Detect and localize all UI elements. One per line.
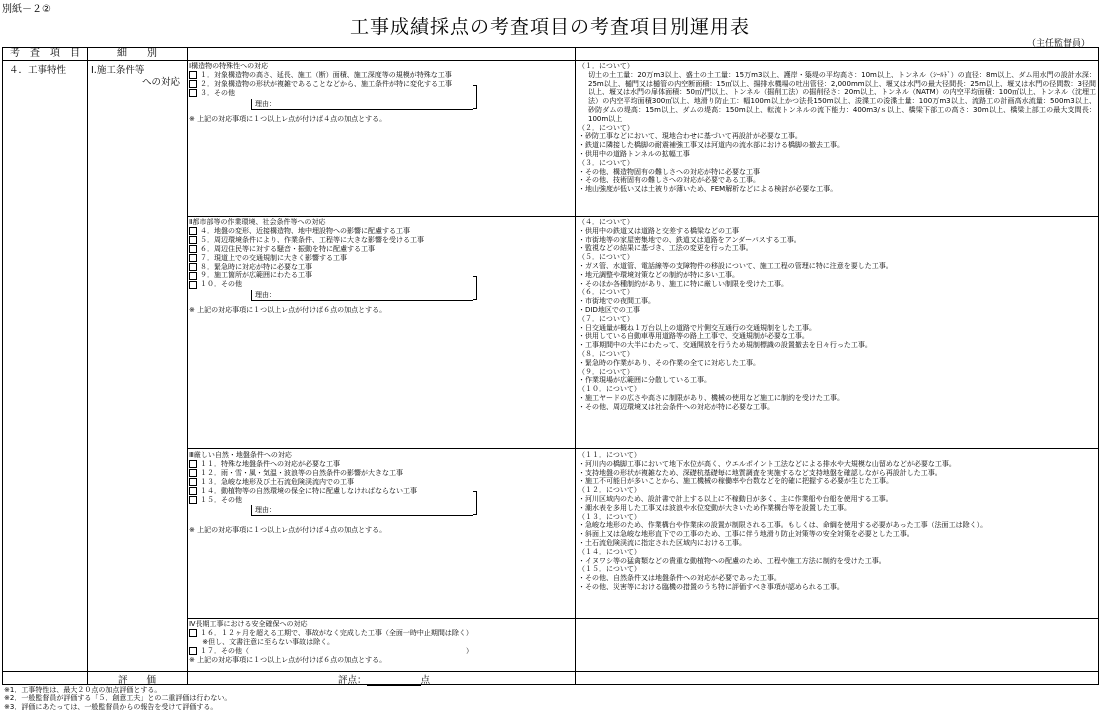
example-line: ・市街地等の家屋密集地での、鉄道又は道路をアンダーパスする工事。: [578, 235, 801, 244]
section-4: [189, 620, 575, 665]
subcategory-cell: Ⅰ.施工条件等: [91, 65, 145, 76]
item-label: １６．１２ヶ月を超える工期で、事故がなく完成した工事（全面一時中止期間は除く）: [200, 628, 473, 637]
section-divider: [187, 618, 1098, 619]
item-label: ７．現道上での交通規制に大きく影響する工事: [200, 253, 347, 262]
section-2: [189, 218, 575, 315]
item-label: １７．その他（ ）: [200, 646, 473, 655]
checkbox[interactable]: [189, 629, 197, 637]
example-line: （１５．について）: [578, 565, 641, 574]
item-label: ※但し、文書注意に至らない事故は除く。: [193, 637, 334, 646]
example-line: ・DID地区での工事: [578, 305, 640, 314]
example-line: （７．について）: [578, 314, 634, 323]
scoring-note: [189, 656, 575, 665]
example-line: （８．について）: [578, 349, 634, 358]
checklist-item[interactable]: [189, 227, 575, 236]
evaluation-table: [2, 47, 1099, 685]
example-line: ・工事期間中の大半にわたって、交通開放を行うため規制標識の設置撤去を日々行った工事。: [578, 341, 872, 350]
example-line: ・急峻な地形のため、作業構台や作業床の設置が制限される工事。もしくは、命綱を使用する必要があった工事（法面工は除く）。: [578, 521, 988, 530]
item-label: １４．動植物等の自然環境の保全に特に配慮しなければならない工事: [200, 486, 417, 495]
column-divider: [187, 48, 188, 684]
score-prefix: 評点：: [338, 675, 367, 686]
checklist-item[interactable]: [189, 89, 575, 98]
example-line: ・その他、構造物固有の難しさへの対応が特に必要な工事: [578, 167, 760, 176]
footnotes: [4, 686, 231, 711]
example-line: ・その他、周辺環境又は社会条件への対応が特に必要な工事。: [578, 402, 774, 411]
example-line: ・日交通量が概ね１万台以上の道路で片側交互通行の交通規制をした工事。: [578, 323, 816, 332]
checkbox[interactable]: [189, 89, 197, 97]
checklist-item[interactable]: [189, 80, 575, 89]
examples-group-3: [578, 451, 1096, 592]
checkbox[interactable]: [189, 245, 197, 253]
section-3: [189, 451, 575, 535]
reason-label: 理由：: [255, 291, 276, 300]
checklist-item[interactable]: [189, 245, 575, 254]
header-item: 考 査 項 目: [10, 48, 80, 59]
example-line: ・そのほか各種制約があり、施工に特に厳しい制限を受けた工事。: [578, 279, 788, 288]
example-line: （６．について）: [578, 288, 634, 297]
scoring-note: ※ 上記の対応事項に１つ以上レ点が付けば６点の加点とする。: [189, 306, 387, 315]
example-line: ・潮水表を多用した工事又は波浪や水位変動が大きいため作業構台等を設置した工事。: [578, 503, 851, 512]
examples-group-1: [578, 62, 1096, 194]
score-suffix: 点: [420, 675, 431, 686]
checklist-item[interactable]: [189, 236, 575, 245]
checkbox[interactable]: [189, 478, 197, 486]
section-title: Ⅱ都市部等の作業環境、社会条件等への対応: [189, 218, 326, 226]
example-line: ・支持地盤の形状が複雑なため、深礎杭基礎毎に地質調査を実施するなど支持地盤を確認しながら再設計した工事。: [578, 468, 942, 477]
bracket: [473, 491, 477, 515]
item-label: １０．その他: [200, 280, 242, 289]
checkbox[interactable]: [189, 460, 197, 468]
column-divider: [575, 48, 576, 684]
footnote: ※1．工事特性は、最大２０点の加点評価とする。: [4, 686, 162, 694]
reason-label: 理由：: [255, 99, 276, 108]
item-label: ２．対象構造物の形状が複雑であることなどから、施工条件が特に変化する工事: [200, 79, 452, 88]
checklist-item[interactable]: [189, 469, 575, 478]
item-label: １３．急峻な地形及び土石流危険渓流内での工事: [200, 477, 354, 486]
section-title: Ⅲ厳しい自然・地盤条件への対応: [189, 451, 292, 459]
subcategory-cell-cont: への対応: [141, 77, 180, 88]
example-line: （５．について）: [578, 253, 634, 262]
checkbox[interactable]: [189, 647, 197, 655]
footnote: ※2．一般監督員が評価する「５．創意工夫」との二重評価は行わない。: [4, 694, 232, 703]
score-blank[interactable]: [367, 675, 421, 686]
example-line: ・監視などの結果に基づき、工法の変更を行った工事。: [578, 244, 753, 253]
section-title: Ⅰ構造物の特殊性への対応: [189, 62, 269, 70]
note-text: ※ 上記の対応事項に１つ以上レ点が付けば６点の加点とする。: [189, 655, 387, 664]
example-line: （４．について）: [578, 218, 634, 226]
section-title: Ⅳ長期工事における安全確保への対応: [189, 620, 308, 628]
example-line: ・市街地での夜間工事。: [578, 297, 655, 306]
example-line: ・供用中の鉄道又は道路と交差する橋梁などの工事: [578, 226, 739, 235]
example-line: ・施工ヤードの広さや高さに制限があり、機械の使用など施工に制約を受けた工事。: [578, 393, 844, 402]
example-line: ・その他、自然条件又は地盤条件への対応が必要であった工事。: [578, 574, 781, 583]
checkbox[interactable]: [189, 227, 197, 235]
checkbox[interactable]: [189, 281, 197, 289]
example-line: （１．について）: [578, 62, 634, 70]
item-label: ４．地盤の変形、近接構造物、地中埋設物への影響に配慮する工事: [200, 226, 410, 235]
item-label: ９．施工箇所が広範囲にわたる工事: [200, 271, 312, 280]
example-line: ・河川区域内のため、設計書で計上する以上に不稼動日が多く、主に作業船や台船を使用する工事。: [578, 494, 893, 503]
example-line: ・斜面上又は急峻な地形直下での工事のため、工事に伴う地滑り防止対策等の安全対策を必要とした工事。: [578, 530, 914, 539]
scoring-note: ※ 上記の対応事項に１つ以上レ点が付けば４点の加点とする。: [189, 114, 387, 123]
example-line: ・イヌワシ等の猛禽類などの貴重な動植物への配慮のため、工程や施工方法に制約を受けた工事。: [578, 556, 886, 565]
item-label: ５．周辺環境条件により、作業条件、工程等に大きな影響を受ける工事: [200, 235, 424, 244]
example-line: ・ガス管、水道管、電話線等の支障物件の移設について、施工工程の管理に特に注意を要した工事。: [578, 261, 893, 270]
bracket: [473, 276, 477, 300]
checklist-item[interactable]: [189, 647, 575, 656]
evaluation-label: 評 価: [117, 675, 156, 686]
item-label: １１．特殊な地盤条件への対応が必要な工事: [200, 459, 340, 468]
checklist-item[interactable]: [189, 629, 575, 638]
checklist-item[interactable]: [189, 487, 575, 496]
example-line: （２．について）: [578, 123, 634, 132]
reason-field[interactable]: [251, 99, 473, 110]
item-label: ３．その他: [200, 88, 235, 97]
checkbox[interactable]: [189, 263, 197, 271]
example-line: ・供用中の道路トンネルの拡幅工事: [578, 149, 690, 158]
checklist-item[interactable]: [189, 280, 575, 289]
checkbox[interactable]: [189, 236, 197, 244]
example-line: （３．について）: [578, 158, 634, 167]
example-line: ・地山強度が低い又は土被りが薄いため、FEM解析などによる検討が必要な工事。: [578, 185, 838, 194]
checkbox[interactable]: [189, 487, 197, 495]
header-subitem: 細 別: [117, 48, 157, 59]
bracket: [473, 85, 477, 109]
item-label: １．対象構造物の高さ、延長、施工（断）面積、施工深度等の規模が特殊な工事: [200, 70, 452, 79]
reason-field[interactable]: [251, 290, 473, 301]
checkbox[interactable]: [189, 254, 197, 262]
document-id: 別紙－２②: [2, 4, 51, 15]
reason-field[interactable]: [251, 505, 473, 516]
section-divider: [187, 448, 1098, 449]
checkbox[interactable]: [189, 80, 197, 88]
checklist-item[interactable]: [189, 478, 575, 487]
example-line: （１２．について）: [578, 486, 641, 495]
section-divider: [187, 216, 1098, 217]
checklist-item[interactable]: [189, 71, 575, 80]
category-cell: ４．工事特性: [9, 65, 67, 76]
example-line: （１４．について）: [578, 547, 641, 556]
checklist-item[interactable]: [189, 496, 575, 505]
checklist-item[interactable]: [189, 271, 575, 280]
example-line: ・土石流危険渓流に指定された区域内における工事。: [578, 538, 746, 547]
checkbox[interactable]: [189, 272, 197, 280]
example-line: （９．について）: [578, 367, 634, 376]
example-line: ・地元調整や環境対策などの制約が特に多い工事。: [578, 270, 739, 279]
page-title: 工事成績採点の考査項目の考査項目別運用表: [349, 16, 750, 38]
example-line: ・緊急時の作業があり、その作業の全てに対応した工事。: [578, 358, 760, 367]
role-label: （主任監督員）: [1026, 39, 1090, 49]
checklist-item[interactable]: [189, 460, 575, 469]
checkbox[interactable]: [189, 71, 197, 79]
section-1: [189, 62, 575, 124]
column-divider: [87, 48, 88, 684]
example-paragraph: 切土の土工量：20万m3以上、盛土の土工量：15万m3以上、護岸・築堤の平均高さ：10m以上、トンネル（ｼｰﾙﾄﾞ）の直径：8m以上、ダム用水門の設計水深：25m以上、樋門又は樋管の内空断面積：15㎡以上、揚排水機場の吐出管径：2,000mm以上、堰又は水門の最大径間長：25m以上、堰又は水門の径間数：3径間以上、堰又は水門の扉体面積：50㎡/門以上、トンネル（掘削工法）の掘削径さ：20m以上、トンネル（NATM）の内空平均面積：100㎡以上、トンネル（沈埋工法）の内空平均面積300㎡以上、地滑り防止工：幅100m以上かつ法長150m以上、浚渫工の浚渫土量：100万m3以上、流路工の計画高水流量：500m3以上、砂防ダムの堤高：15m以上、ダムの堤高：150m以上、転流トンネルの流下能力：400m3/ｓ以上、橋梁下部工の高さ：30m以上、橋梁上部工の最大支間長：100m以上: [588, 70, 1096, 123]
example-line: ・砂防工事などにおいて、現地合わせに基づいて再設計が必要な工事。: [578, 132, 802, 141]
reason-label: 理由：: [255, 506, 276, 515]
footnote: ※3．評価にあたっては、一般監督員からの報告を受けて評価する。: [4, 702, 218, 711]
item-label: ６．周辺住民等に対する騒音・振動を特に配慮する工事: [200, 244, 375, 253]
item-note: [189, 638, 575, 647]
scoring-note: ※ 上記の対応事項に１つ以上レ点が付けば４点の加点とする。: [189, 526, 387, 535]
item-label: ８．緊急時に対応が特に必要な工事: [200, 262, 312, 271]
example-line: ・河川内の橋脚工事において地下水位が高く、ウエルポイント工法などによる排水や大規模な山留めなどが必要な工事。: [578, 459, 956, 468]
header-divider: [3, 60, 1098, 61]
checkbox[interactable]: [189, 496, 197, 504]
checklist-item[interactable]: [189, 254, 575, 263]
example-line: ・作業現場が広範囲に分散している工事。: [578, 376, 711, 385]
example-line: ・その他、技術固有の難しさへの対応が必要である工事。: [578, 176, 760, 185]
item-label: １２．雨・雪・風・気温・波浪等の自然条件の影響が大きな工事: [200, 468, 403, 477]
item-label: １５．その他: [200, 495, 242, 504]
example-line: （１３．について）: [578, 512, 641, 521]
examples-group-2: [578, 218, 1096, 412]
checkbox[interactable]: [189, 469, 197, 477]
example-line: ・施工不可能日が多いことから、施工機械の稼働率や台数などを的確に把握する必要が生じた工事。: [578, 477, 893, 486]
example-line: ・その他、災害等における臨機の措置のうち特に評価すべき事項が認められる工事。: [578, 582, 844, 591]
score-field[interactable]: [338, 672, 430, 686]
example-line: （１１．について）: [578, 451, 641, 459]
example-line: （１０．について）: [578, 385, 641, 394]
example-line: ・供用している自動車専用道路等の路上工事で、交通規制が必要な工事。: [578, 332, 809, 341]
example-line: ・鉄道に隣接した橋脚の耐震補強工事又は河道内の流水部における橋脚の撤去工事。: [578, 141, 844, 150]
